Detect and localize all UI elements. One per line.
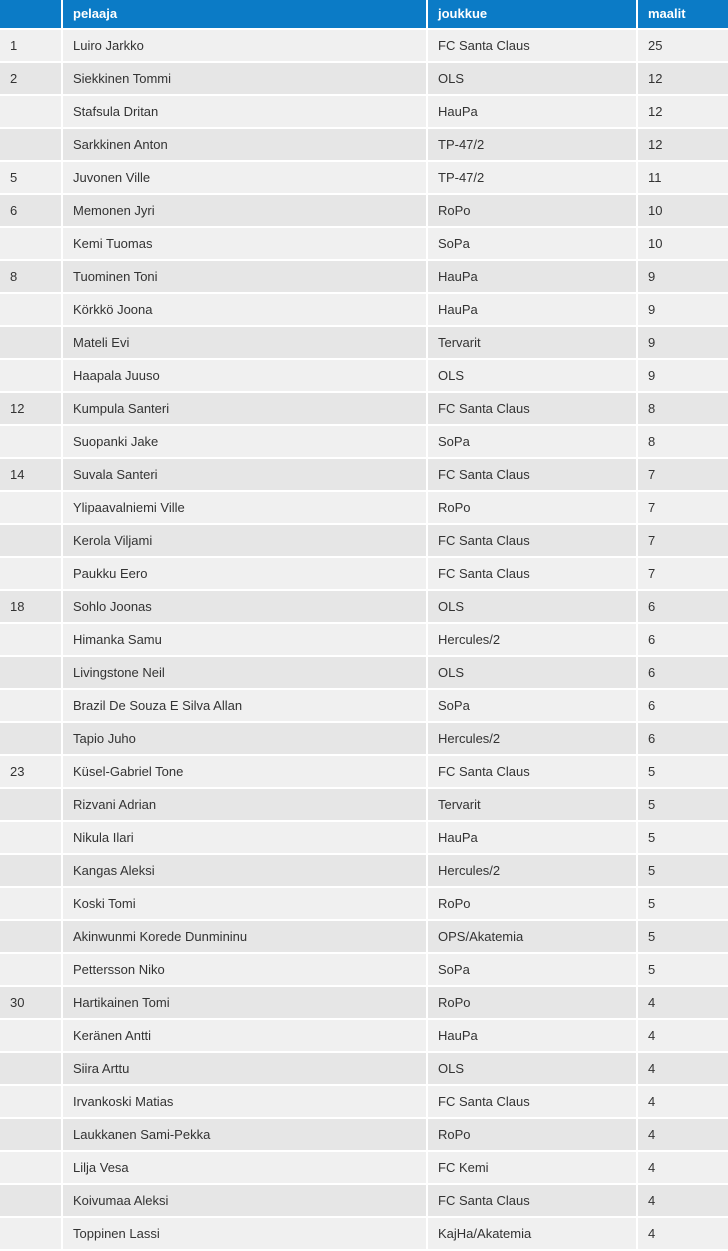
player-name-cell: Mateli Evi [62,326,427,359]
rank-cell [0,359,62,392]
player-name-cell: Juvonen Ville [62,161,427,194]
team-cell: OLS [427,590,637,623]
team-cell: TP-47/2 [427,161,637,194]
table-row [0,1019,728,1052]
player-name-cell: Irvankoski Matias [62,1085,427,1118]
rank-cell [0,491,62,524]
goals-cell: 7 [637,458,728,491]
table-row [0,986,728,1019]
goals-cell: 5 [637,920,728,953]
table-row [0,689,728,722]
rank-cell [0,1217,62,1250]
goals-cell: 5 [637,821,728,854]
table-row [0,920,728,953]
rank-cell [0,623,62,656]
goals-cell: 5 [637,788,728,821]
table-row [0,194,728,227]
team-cell: HauPa [427,1019,637,1052]
goals-cell: 5 [637,854,728,887]
player-name-cell: Himanka Samu [62,623,427,656]
header-rank [0,0,62,29]
player-name-cell: Suopanki Jake [62,425,427,458]
rank-cell: 30 [0,986,62,1019]
table-row [0,953,728,986]
rank-cell [0,95,62,128]
goals-cell: 7 [637,557,728,590]
table-row [0,557,728,590]
table-row [0,359,728,392]
rank-cell [0,953,62,986]
player-name-cell: Livingstone Neil [62,656,427,689]
goals-cell: 4 [637,1217,728,1250]
rank-cell [0,1052,62,1085]
goals-cell: 6 [637,656,728,689]
header-goals: maalit [637,0,728,29]
team-cell: FC Santa Claus [427,1184,637,1217]
rank-cell [0,326,62,359]
team-cell: FC Santa Claus [427,458,637,491]
table-row [0,788,728,821]
goals-cell: 25 [637,29,728,62]
player-name-cell: Memonen Jyri [62,194,427,227]
player-name-cell: Akinwunmi Korede Dunmininu [62,920,427,953]
team-cell: Hercules/2 [427,623,637,656]
rank-cell: 8 [0,260,62,293]
player-name-cell: Pettersson Niko [62,953,427,986]
team-cell: FC Santa Claus [427,755,637,788]
player-name-cell: Toppinen Lassi [62,1217,427,1250]
table-row [0,326,728,359]
player-name-cell: Küsel-Gabriel Tone [62,755,427,788]
goals-cell: 11 [637,161,728,194]
team-cell: OLS [427,359,637,392]
table-row [0,590,728,623]
team-cell: OPS/Akatemia [427,920,637,953]
team-cell: FC Santa Claus [427,29,637,62]
rank-cell [0,887,62,920]
team-cell: HauPa [427,95,637,128]
goals-cell: 10 [637,227,728,260]
table-row [0,1217,728,1250]
rank-cell [0,557,62,590]
player-name-cell: Siira Arttu [62,1052,427,1085]
table-row [0,1085,728,1118]
rank-cell: 14 [0,458,62,491]
rank-cell [0,1019,62,1052]
header-player: pelaaja [62,0,427,29]
goals-cell: 12 [637,95,728,128]
team-cell: RoPo [427,887,637,920]
goals-cell: 4 [637,1052,728,1085]
rank-cell [0,1118,62,1151]
table-row [0,1118,728,1151]
table-row [0,62,728,95]
goals-cell: 7 [637,524,728,557]
goals-cell: 8 [637,425,728,458]
rank-cell [0,227,62,260]
team-cell: OLS [427,656,637,689]
goals-cell: 5 [637,887,728,920]
goals-cell: 4 [637,1019,728,1052]
player-name-cell: Suvala Santeri [62,458,427,491]
team-cell: SoPa [427,425,637,458]
header-team: joukkue [427,0,637,29]
table-row [0,623,728,656]
team-cell: HauPa [427,821,637,854]
table-row [0,524,728,557]
player-name-cell: Kumpula Santeri [62,392,427,425]
goals-cell: 9 [637,260,728,293]
team-cell: SoPa [427,689,637,722]
rank-cell [0,128,62,161]
goals-cell: 4 [637,1118,728,1151]
table-row [0,1052,728,1085]
table-row [0,29,728,62]
table-row [0,854,728,887]
rank-cell [0,854,62,887]
table-row [0,491,728,524]
rank-cell [0,425,62,458]
rank-cell: 23 [0,755,62,788]
header-row [0,0,728,29]
team-cell: TP-47/2 [427,128,637,161]
team-cell: RoPo [427,491,637,524]
goals-cell: 9 [637,293,728,326]
table-row [0,722,728,755]
goals-cell: 7 [637,491,728,524]
team-cell: KajHa/Akatemia [427,1217,637,1250]
player-name-cell: Tuominen Toni [62,260,427,293]
rank-cell [0,1085,62,1118]
player-name-cell: Sohlo Joonas [62,590,427,623]
rank-cell [0,524,62,557]
player-name-cell: Sarkkinen Anton [62,128,427,161]
table-body [0,29,728,1250]
player-name-cell: Laukkanen Sami-Pekka [62,1118,427,1151]
goals-cell: 5 [637,953,728,986]
team-cell: OLS [427,62,637,95]
goals-cell: 5 [637,755,728,788]
rank-cell [0,920,62,953]
table-row [0,161,728,194]
table-row [0,821,728,854]
rank-cell: 2 [0,62,62,95]
team-cell: SoPa [427,227,637,260]
goals-cell: 12 [637,62,728,95]
table-header [0,0,728,29]
rank-cell: 1 [0,29,62,62]
player-name-cell: Hartikainen Tomi [62,986,427,1019]
team-cell: Tervarit [427,788,637,821]
goals-cell: 9 [637,326,728,359]
player-name-cell: Nikula Ilari [62,821,427,854]
goals-cell: 12 [637,128,728,161]
player-name-cell: Koski Tomi [62,887,427,920]
goals-cell: 6 [637,689,728,722]
table-row [0,458,728,491]
player-name-cell: Keränen Antti [62,1019,427,1052]
table-row [0,887,728,920]
table-row [0,260,728,293]
player-name-cell: Luiro Jarkko [62,29,427,62]
team-cell: FC Santa Claus [427,524,637,557]
goals-cell: 4 [637,1184,728,1217]
player-name-cell: Koivumaa Aleksi [62,1184,427,1217]
team-cell: SoPa [427,953,637,986]
goals-cell: 4 [637,1085,728,1118]
goals-cell: 9 [637,359,728,392]
rank-cell [0,689,62,722]
team-cell: Hercules/2 [427,854,637,887]
rank-cell [0,656,62,689]
table-row [0,1151,728,1184]
team-cell: HauPa [427,260,637,293]
goals-cell: 6 [637,722,728,755]
table-row [0,128,728,161]
table-row [0,293,728,326]
player-name-cell: Paukku Eero [62,557,427,590]
table-row [0,755,728,788]
player-name-cell: Kangas Aleksi [62,854,427,887]
rank-cell: 12 [0,392,62,425]
team-cell: Hercules/2 [427,722,637,755]
table-row [0,95,728,128]
rank-cell [0,293,62,326]
rank-cell [0,722,62,755]
table-row [0,656,728,689]
team-cell: RoPo [427,194,637,227]
player-name-cell: Ylipaavalniemi Ville [62,491,427,524]
team-cell: Tervarit [427,326,637,359]
goals-cell: 8 [637,392,728,425]
team-cell: FC Kemi [427,1151,637,1184]
player-name-cell: Haapala Juuso [62,359,427,392]
player-name-cell: Kemi Tuomas [62,227,427,260]
table-row [0,1184,728,1217]
team-cell: FC Santa Claus [427,392,637,425]
player-name-cell: Siekkinen Tommi [62,62,427,95]
player-name-cell: Tapio Juho [62,722,427,755]
team-cell: OLS [427,1052,637,1085]
team-cell: FC Santa Claus [427,557,637,590]
rank-cell: 5 [0,161,62,194]
player-name-cell: Körkkö Joona [62,293,427,326]
goals-cell: 10 [637,194,728,227]
goals-cell: 6 [637,590,728,623]
player-name-cell: Rizvani Adrian [62,788,427,821]
rank-cell [0,1184,62,1217]
rank-cell: 18 [0,590,62,623]
player-name-cell: Stafsula Dritan [62,95,427,128]
table-row [0,392,728,425]
player-name-cell: Brazil De Souza E Silva Allan [62,689,427,722]
team-cell: HauPa [427,293,637,326]
team-cell: FC Santa Claus [427,1085,637,1118]
goals-cell: 4 [637,1151,728,1184]
table-row [0,425,728,458]
player-name-cell: Kerola Viljami [62,524,427,557]
team-cell: RoPo [427,986,637,1019]
rank-cell: 6 [0,194,62,227]
goals-cell: 4 [637,986,728,1019]
rank-cell [0,821,62,854]
rank-cell [0,788,62,821]
player-name-cell: Lilja Vesa [62,1151,427,1184]
goals-cell: 6 [637,623,728,656]
team-cell: RoPo [427,1118,637,1151]
rank-cell [0,1151,62,1184]
table-row [0,227,728,260]
